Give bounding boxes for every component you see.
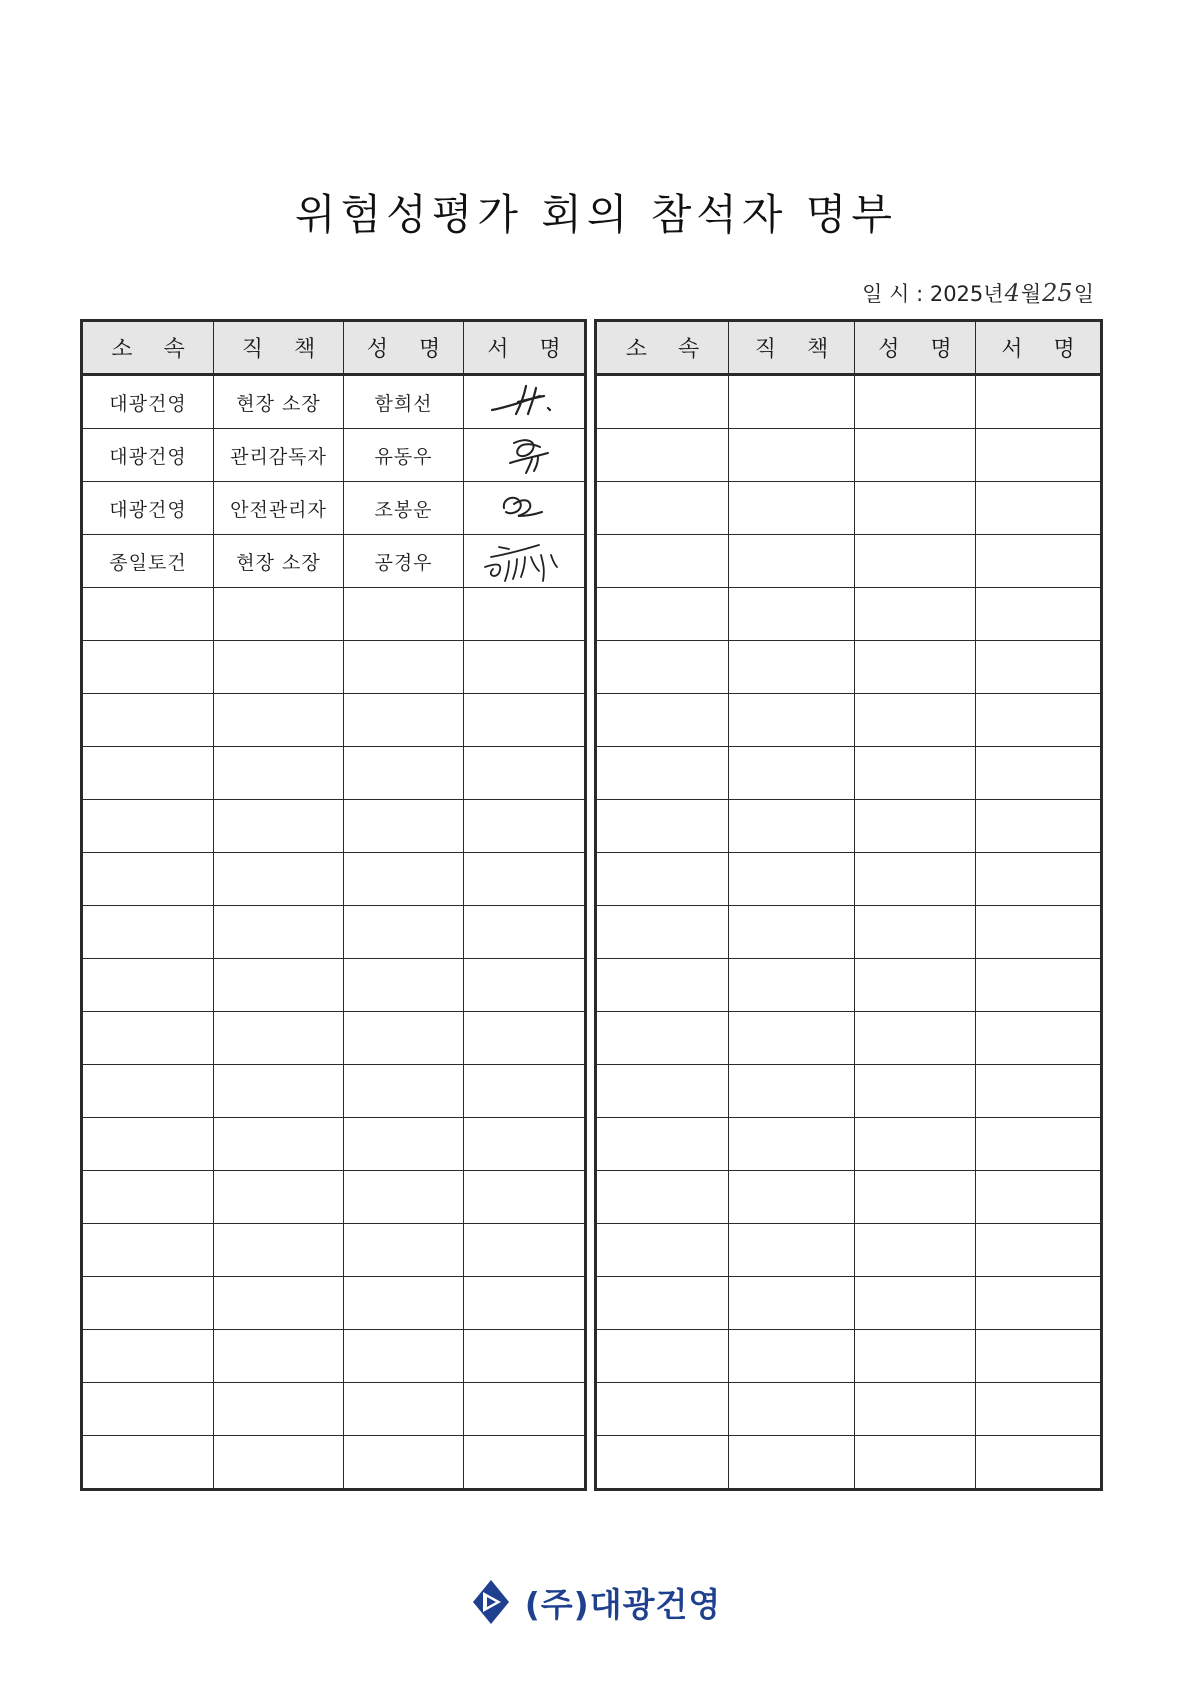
table-row xyxy=(82,429,586,482)
position-cell xyxy=(729,906,855,959)
signature-cell xyxy=(976,588,1102,641)
header-affiliation: 소 속 xyxy=(82,321,214,375)
name-cell xyxy=(344,588,464,641)
position-cell: 현장 소장 xyxy=(214,375,344,429)
empty-row xyxy=(82,959,586,1012)
affiliation-cell xyxy=(82,1118,214,1171)
position-cell xyxy=(214,747,344,800)
header-name: 성 명 xyxy=(344,321,464,375)
signature-cell xyxy=(976,800,1102,853)
name-cell: 유동우 xyxy=(344,429,464,482)
affiliation-cell xyxy=(82,1277,214,1330)
name-cell xyxy=(344,1383,464,1436)
name-cell xyxy=(855,1118,976,1171)
position-cell xyxy=(729,853,855,906)
signature-cell xyxy=(976,482,1102,535)
empty-row xyxy=(596,800,1102,853)
signature-cell xyxy=(464,375,586,429)
position-cell xyxy=(729,694,855,747)
affiliation-cell xyxy=(596,959,729,1012)
name-cell xyxy=(344,1436,464,1490)
signature-cell xyxy=(464,1383,586,1436)
header-affiliation: 소 속 xyxy=(596,321,729,375)
signature-cell xyxy=(464,641,586,694)
name-cell xyxy=(344,853,464,906)
signature-cell xyxy=(464,588,586,641)
date-label: 일 시 : 2025 xyxy=(862,282,984,306)
affiliation-cell xyxy=(82,800,214,853)
name-cell xyxy=(855,1330,976,1383)
position-cell xyxy=(214,1065,344,1118)
header-row xyxy=(596,321,1102,375)
empty-row xyxy=(596,1171,1102,1224)
position-cell xyxy=(214,906,344,959)
diamond-arrow-logo-icon xyxy=(471,1578,511,1626)
position-cell xyxy=(729,482,855,535)
affiliation-cell: 대광건영 xyxy=(82,482,214,535)
signature-cell xyxy=(464,1330,586,1383)
affiliation-cell xyxy=(596,429,729,482)
name-cell: 조봉운 xyxy=(344,482,464,535)
name-cell xyxy=(855,482,976,535)
position-cell xyxy=(729,1224,855,1277)
affiliation-cell xyxy=(596,1277,729,1330)
position-cell xyxy=(729,1383,855,1436)
signature-cell xyxy=(464,535,586,588)
affiliation-cell xyxy=(596,694,729,747)
position-cell xyxy=(214,1118,344,1171)
signature-cell xyxy=(464,1224,586,1277)
position-cell: 현장 소장 xyxy=(214,535,344,588)
name-cell xyxy=(344,1171,464,1224)
name-cell xyxy=(855,1012,976,1065)
empty-row xyxy=(596,482,1102,535)
empty-row xyxy=(596,1012,1102,1065)
empty-row xyxy=(82,1171,586,1224)
position-cell xyxy=(729,429,855,482)
affiliation-cell xyxy=(82,959,214,1012)
signature-cell xyxy=(976,1277,1102,1330)
signature-cell xyxy=(976,1224,1102,1277)
signature-cell xyxy=(464,429,586,482)
name-cell xyxy=(855,694,976,747)
name-cell xyxy=(855,429,976,482)
empty-row xyxy=(82,641,586,694)
affiliation-cell: 대광건영 xyxy=(82,429,214,482)
name-cell xyxy=(855,641,976,694)
affiliation-cell xyxy=(82,1436,214,1490)
signature-cell xyxy=(976,959,1102,1012)
attendee-table-left xyxy=(80,319,587,1491)
signature-cell xyxy=(464,482,586,535)
position-cell xyxy=(729,1277,855,1330)
affiliation-cell xyxy=(82,747,214,800)
affiliation-cell xyxy=(596,800,729,853)
attendee-table-right xyxy=(594,319,1103,1491)
affiliation-cell xyxy=(82,1065,214,1118)
empty-row xyxy=(596,906,1102,959)
signature-cell xyxy=(976,1118,1102,1171)
empty-row xyxy=(82,1383,586,1436)
signature-cell xyxy=(464,1065,586,1118)
position-cell xyxy=(214,959,344,1012)
position-cell xyxy=(729,1012,855,1065)
signature-cell xyxy=(976,1065,1102,1118)
position-cell xyxy=(214,588,344,641)
name-cell xyxy=(855,853,976,906)
signature-cell xyxy=(976,429,1102,482)
name-cell xyxy=(855,1383,976,1436)
empty-row xyxy=(82,588,586,641)
affiliation-cell xyxy=(596,588,729,641)
position-cell: 관리감독자 xyxy=(214,429,344,482)
name-cell xyxy=(344,800,464,853)
name-cell xyxy=(344,1118,464,1171)
position-cell xyxy=(729,375,855,429)
affiliation-cell xyxy=(596,1224,729,1277)
signature-cell xyxy=(976,375,1102,429)
affiliation-cell xyxy=(596,482,729,535)
position-cell xyxy=(729,800,855,853)
name-cell xyxy=(855,1065,976,1118)
position-cell xyxy=(214,853,344,906)
affiliation-cell xyxy=(596,853,729,906)
affiliation-cell: 종일토건 xyxy=(82,535,214,588)
date-year-suffix: 년 xyxy=(983,282,1004,306)
affiliation-cell xyxy=(596,906,729,959)
name-cell: 함희선 xyxy=(344,375,464,429)
empty-row xyxy=(596,535,1102,588)
empty-row xyxy=(596,1277,1102,1330)
signature-image xyxy=(474,486,574,530)
empty-row xyxy=(596,694,1102,747)
empty-row xyxy=(82,1012,586,1065)
signature-cell xyxy=(976,694,1102,747)
affiliation-cell xyxy=(82,1383,214,1436)
signature-cell xyxy=(464,853,586,906)
empty-row xyxy=(596,1330,1102,1383)
position-cell xyxy=(729,1118,855,1171)
name-cell xyxy=(344,906,464,959)
header-row xyxy=(82,321,586,375)
empty-row xyxy=(82,1277,586,1330)
name-cell xyxy=(855,1171,976,1224)
position-cell xyxy=(729,1171,855,1224)
empty-row xyxy=(596,1224,1102,1277)
empty-row xyxy=(82,853,586,906)
header-name: 성 명 xyxy=(855,321,976,375)
signature-cell xyxy=(464,959,586,1012)
affiliation-cell xyxy=(596,1065,729,1118)
signature-cell xyxy=(464,1012,586,1065)
header-position: 직 책 xyxy=(729,321,855,375)
empty-row xyxy=(596,959,1102,1012)
name-cell xyxy=(855,1436,976,1490)
empty-row xyxy=(596,1118,1102,1171)
signature-cell xyxy=(976,1012,1102,1065)
empty-row xyxy=(82,800,586,853)
name-cell xyxy=(855,535,976,588)
table-row xyxy=(82,375,586,429)
date-day-suffix: 일 xyxy=(1073,282,1094,306)
date-month: 4 xyxy=(1004,279,1020,307)
empty-row xyxy=(596,375,1102,429)
affiliation-cell xyxy=(596,747,729,800)
signature-cell xyxy=(976,747,1102,800)
position-cell xyxy=(214,1436,344,1490)
empty-row xyxy=(82,1330,586,1383)
empty-row xyxy=(82,1436,586,1490)
signature-cell xyxy=(976,1171,1102,1224)
signature-cell xyxy=(976,1383,1102,1436)
affiliation-cell xyxy=(596,535,729,588)
affiliation-cell xyxy=(596,1118,729,1171)
signature-cell xyxy=(464,1118,586,1171)
affiliation-cell xyxy=(596,1012,729,1065)
position-cell: 안전관리자 xyxy=(214,482,344,535)
position-cell xyxy=(729,641,855,694)
affiliation-cell xyxy=(82,1171,214,1224)
empty-row xyxy=(82,1065,586,1118)
name-cell xyxy=(855,800,976,853)
position-cell xyxy=(214,1383,344,1436)
empty-row xyxy=(82,747,586,800)
footer xyxy=(0,1578,1192,1626)
affiliation-cell xyxy=(82,1012,214,1065)
empty-row xyxy=(596,1436,1102,1490)
empty-row xyxy=(82,906,586,959)
empty-row xyxy=(596,641,1102,694)
position-cell xyxy=(729,747,855,800)
affiliation-cell xyxy=(82,853,214,906)
name-cell xyxy=(855,1224,976,1277)
signature-cell xyxy=(976,1436,1102,1490)
empty-row xyxy=(596,429,1102,482)
header-signature: 서 명 xyxy=(464,321,586,375)
company-name: (주)대광건영 xyxy=(524,1584,722,1624)
affiliation-cell xyxy=(596,375,729,429)
position-cell xyxy=(729,588,855,641)
name-cell xyxy=(855,906,976,959)
signature-cell xyxy=(976,853,1102,906)
affiliation-cell xyxy=(82,588,214,641)
date-line xyxy=(862,278,1094,308)
name-cell xyxy=(344,641,464,694)
affiliation-cell xyxy=(596,641,729,694)
position-cell xyxy=(214,1330,344,1383)
position-cell xyxy=(729,535,855,588)
name-cell xyxy=(855,375,976,429)
name-cell xyxy=(344,694,464,747)
signature-cell xyxy=(464,1171,586,1224)
position-cell xyxy=(214,1277,344,1330)
name-cell xyxy=(344,959,464,1012)
empty-row xyxy=(82,694,586,747)
affiliation-cell xyxy=(596,1383,729,1436)
name-cell xyxy=(344,1330,464,1383)
affiliation-cell xyxy=(596,1330,729,1383)
position-cell xyxy=(729,1330,855,1383)
table-row xyxy=(82,482,586,535)
signature-cell xyxy=(976,535,1102,588)
affiliation-cell: 대광건영 xyxy=(82,375,214,429)
name-cell xyxy=(855,747,976,800)
affiliation-cell xyxy=(596,1171,729,1224)
signature-image xyxy=(474,380,574,424)
empty-row xyxy=(596,1065,1102,1118)
empty-row xyxy=(596,1383,1102,1436)
position-cell xyxy=(214,1171,344,1224)
empty-row xyxy=(596,853,1102,906)
affiliation-cell xyxy=(82,641,214,694)
empty-row xyxy=(82,1224,586,1277)
header-signature: 서 명 xyxy=(976,321,1102,375)
name-cell xyxy=(855,1277,976,1330)
date-day: 25 xyxy=(1042,279,1073,307)
affiliation-cell xyxy=(82,694,214,747)
name-cell xyxy=(344,1224,464,1277)
position-cell xyxy=(214,1224,344,1277)
name-cell xyxy=(344,1012,464,1065)
signature-cell xyxy=(464,906,586,959)
affiliation-cell xyxy=(82,906,214,959)
position-cell xyxy=(729,1436,855,1490)
position-cell xyxy=(729,1065,855,1118)
signature-cell xyxy=(976,641,1102,694)
header-position: 직 책 xyxy=(214,321,344,375)
name-cell xyxy=(855,588,976,641)
name-cell xyxy=(344,1065,464,1118)
name-cell xyxy=(344,1277,464,1330)
signature-image xyxy=(469,537,579,585)
affiliation-cell xyxy=(82,1330,214,1383)
name-cell xyxy=(344,747,464,800)
empty-row xyxy=(596,747,1102,800)
name-cell xyxy=(855,959,976,1012)
signature-cell xyxy=(464,1277,586,1330)
table-row xyxy=(82,535,586,588)
position-cell xyxy=(729,959,855,1012)
signature-cell xyxy=(464,694,586,747)
signature-image xyxy=(474,433,574,477)
signature-cell xyxy=(976,906,1102,959)
position-cell xyxy=(214,800,344,853)
document-title: 위험성평가 회의 참석자 명부 xyxy=(295,190,897,239)
position-cell xyxy=(214,1012,344,1065)
signature-cell xyxy=(976,1330,1102,1383)
position-cell xyxy=(214,641,344,694)
signature-cell xyxy=(464,800,586,853)
empty-row xyxy=(82,1118,586,1171)
date-month-suffix: 월 xyxy=(1020,282,1042,306)
affiliation-cell xyxy=(596,1436,729,1490)
position-cell xyxy=(214,694,344,747)
signature-cell xyxy=(464,1436,586,1490)
signature-cell xyxy=(464,747,586,800)
empty-row xyxy=(596,588,1102,641)
affiliation-cell xyxy=(82,1224,214,1277)
name-cell: 공경우 xyxy=(344,535,464,588)
